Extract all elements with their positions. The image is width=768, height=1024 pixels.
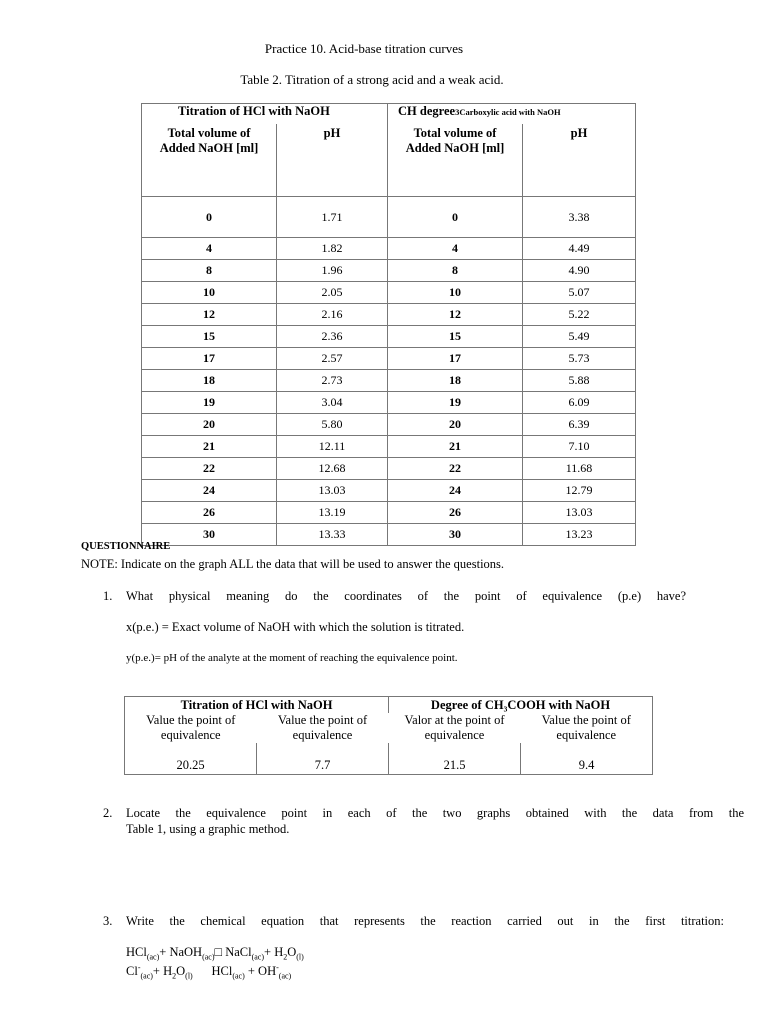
table-cell-v1: 21 — [142, 436, 277, 458]
table-row — [142, 348, 636, 370]
table1-col-volume-2: Total volume of Added NaOH [ml] — [388, 124, 523, 197]
table-cell-p2: 12.79 — [523, 480, 636, 502]
table-row — [142, 524, 636, 546]
table-cell-p2: 6.09 — [523, 392, 636, 414]
table-cell-v2: 19 — [388, 392, 523, 414]
table1-col-ph-1: pH — [277, 124, 388, 197]
table2-label-1: Value the point of equivalence — [125, 713, 257, 743]
table-cell-p2: 5.88 — [523, 370, 636, 392]
q2-line1: Locate the equivalence point in each of the two graphs obtained with the data from the — [126, 806, 744, 820]
table-row — [142, 414, 636, 436]
table1-col-ph-2: pH — [523, 124, 636, 197]
table-cell-v1: 15 — [142, 326, 277, 348]
table-cell-p1: 1.82 — [277, 238, 388, 260]
table1-col-volume-1: Total volume of Added NaOH [ml] — [142, 124, 277, 197]
table-cell-v1: 24 — [142, 480, 277, 502]
note-text: NOTE: Indicate on the graph ALL the data that will be used to answer the questions. — [81, 557, 505, 571]
table-row — [142, 370, 636, 392]
q1-x-answer: x(p.e.) = Exact volume of NaOH with which the solution is titrated. — [126, 620, 465, 634]
table-cell-v1: 17 — [142, 348, 277, 370]
table2-value-1: 20.25 — [125, 743, 257, 775]
table-cell-p2: 13.23 — [523, 524, 636, 546]
table-cell-v2: 21 — [388, 436, 523, 458]
table-row — [142, 480, 636, 502]
equivalence-table — [124, 696, 653, 775]
table-row — [142, 326, 636, 348]
table2-group-acetic: Degree of CH₃COOH with NaOH — [389, 697, 653, 714]
table-cell-v1: 26 — [142, 502, 277, 524]
table-cell-p1: 1.96 — [277, 260, 388, 282]
table-cell-p1: 2.16 — [277, 304, 388, 326]
table-cell-v2: 22 — [388, 458, 523, 480]
table-cell-v1: 20 — [142, 414, 277, 436]
table-cell-p2: 3.38 — [523, 197, 636, 238]
table-row — [142, 238, 636, 260]
table-cell-v2: 12 — [388, 304, 523, 326]
table-cell-p2: 13.03 — [523, 502, 636, 524]
table-cell-v2: 26 — [388, 502, 523, 524]
table2-value-3: 21.5 — [389, 743, 521, 775]
table-cell-p1: 12.11 — [277, 436, 388, 458]
q3-number: 3. — [103, 914, 113, 928]
table-cell-p2: 5.49 — [523, 326, 636, 348]
table1-group-hcl: Titration of HCl with NaOH — [142, 104, 388, 125]
table-cell-v2: 4 — [388, 238, 523, 260]
table-cell-v1: 4 — [142, 238, 277, 260]
table-row — [142, 392, 636, 414]
table-cell-p2: 5.22 — [523, 304, 636, 326]
table-cell-v2: 17 — [388, 348, 523, 370]
table-cell-p1: 13.33 — [277, 524, 388, 546]
table2-label-3: Valor at the point of equivalence — [404, 713, 505, 742]
table-cell-p1: 13.03 — [277, 480, 388, 502]
table-cell-p2: 11.68 — [523, 458, 636, 480]
table-cell-p1: 2.36 — [277, 326, 388, 348]
table1-group-weak-acid: CH degree3Carboxylic acid with NaOH — [388, 104, 636, 125]
page-title: Practice 10. Acid-base titration curves — [264, 41, 464, 56]
table-cell-p1: 1.71 — [277, 197, 388, 238]
table-cell-v2: 30 — [388, 524, 523, 546]
q1-text: What physical meaning do the coordinates of the point of equivalence (p.e) have? — [126, 589, 686, 603]
table-cell-v2: 18 — [388, 370, 523, 392]
table-row — [142, 282, 636, 304]
table-cell-p2: 7.10 — [523, 436, 636, 458]
table2-label-4: Value the point of equivalence — [521, 713, 653, 743]
table-cell-v1: 30 — [142, 524, 277, 546]
titration-data-table — [141, 103, 636, 546]
q2-number: 2. — [103, 806, 113, 820]
table-cell-p1: 12.68 — [277, 458, 388, 480]
chemical-equation-1: HCl$_{(ac)}$+ NaOH$_{(ac)}$□ NaCl$_{(ac)}$+ $H_2O_{(l)}$ — [126, 945, 304, 962]
table-cell-v1: 10 — [142, 282, 277, 304]
table-cell-p2: 4.49 — [523, 238, 636, 260]
table-cell-p1: 2.05 — [277, 282, 388, 304]
table-cell-v2: 20 — [388, 414, 523, 436]
table-cell-v2: 10 — [388, 282, 523, 304]
table-cell-p2: 5.73 — [523, 348, 636, 370]
table2-value-4: 9.4 — [521, 743, 653, 775]
table-row — [142, 260, 636, 282]
table2-value-2: 7.7 — [257, 743, 389, 775]
q3-text: Write the chemical equation that represents the reaction carried out in the first titration: — [126, 914, 724, 928]
table-cell-v1: 18 — [142, 370, 277, 392]
table-cell-v2: 24 — [388, 480, 523, 502]
q2-line2: Table 1, using a graphic method. — [126, 822, 290, 836]
table-cell-v2: 0 — [388, 197, 523, 238]
table-row — [142, 458, 636, 480]
table-cell-p2: 4.90 — [523, 260, 636, 282]
chemical-equation-2: $Cl^-_{(ac)}+ H_2O_{(l)}$ $HCl_{(ac)} + OH^-_{(ac)}$ — [126, 963, 292, 981]
table-cell-v1: 19 — [142, 392, 277, 414]
table-cell-v2: 8 — [388, 260, 523, 282]
table-cell-p2: 6.39 — [523, 414, 636, 436]
table-cell-p1: 2.73 — [277, 370, 388, 392]
table-row — [142, 436, 636, 458]
table2-group-hcl: Titration of HCl with NaOH — [125, 697, 389, 714]
table-row — [142, 197, 636, 238]
table-cell-p2: 5.07 — [523, 282, 636, 304]
table-cell-p1: 2.57 — [277, 348, 388, 370]
table-cell-v1: 8 — [142, 260, 277, 282]
table-cell-v1: 22 — [142, 458, 277, 480]
q1-y-answer: y(p.e.)= pH of the analyte at the moment of reaching the equivalence point. — [126, 652, 458, 664]
table-cell-p1: 13.19 — [277, 502, 388, 524]
questionnaire-heading: QUESTIONNAIRE — [81, 541, 171, 552]
table-row — [142, 304, 636, 326]
q1-number: 1. — [103, 589, 113, 603]
table-row — [142, 502, 636, 524]
table-cell-v1: 0 — [142, 197, 277, 238]
table-caption: Table 2. Titration of a strong acid and a weak acid. — [240, 72, 504, 87]
table-cell-v1: 12 — [142, 304, 277, 326]
table2-label-2: Value the point of equivalence — [277, 713, 368, 742]
table-cell-p1: 5.80 — [277, 414, 388, 436]
table-cell-p1: 3.04 — [277, 392, 388, 414]
table-cell-v2: 15 — [388, 326, 523, 348]
